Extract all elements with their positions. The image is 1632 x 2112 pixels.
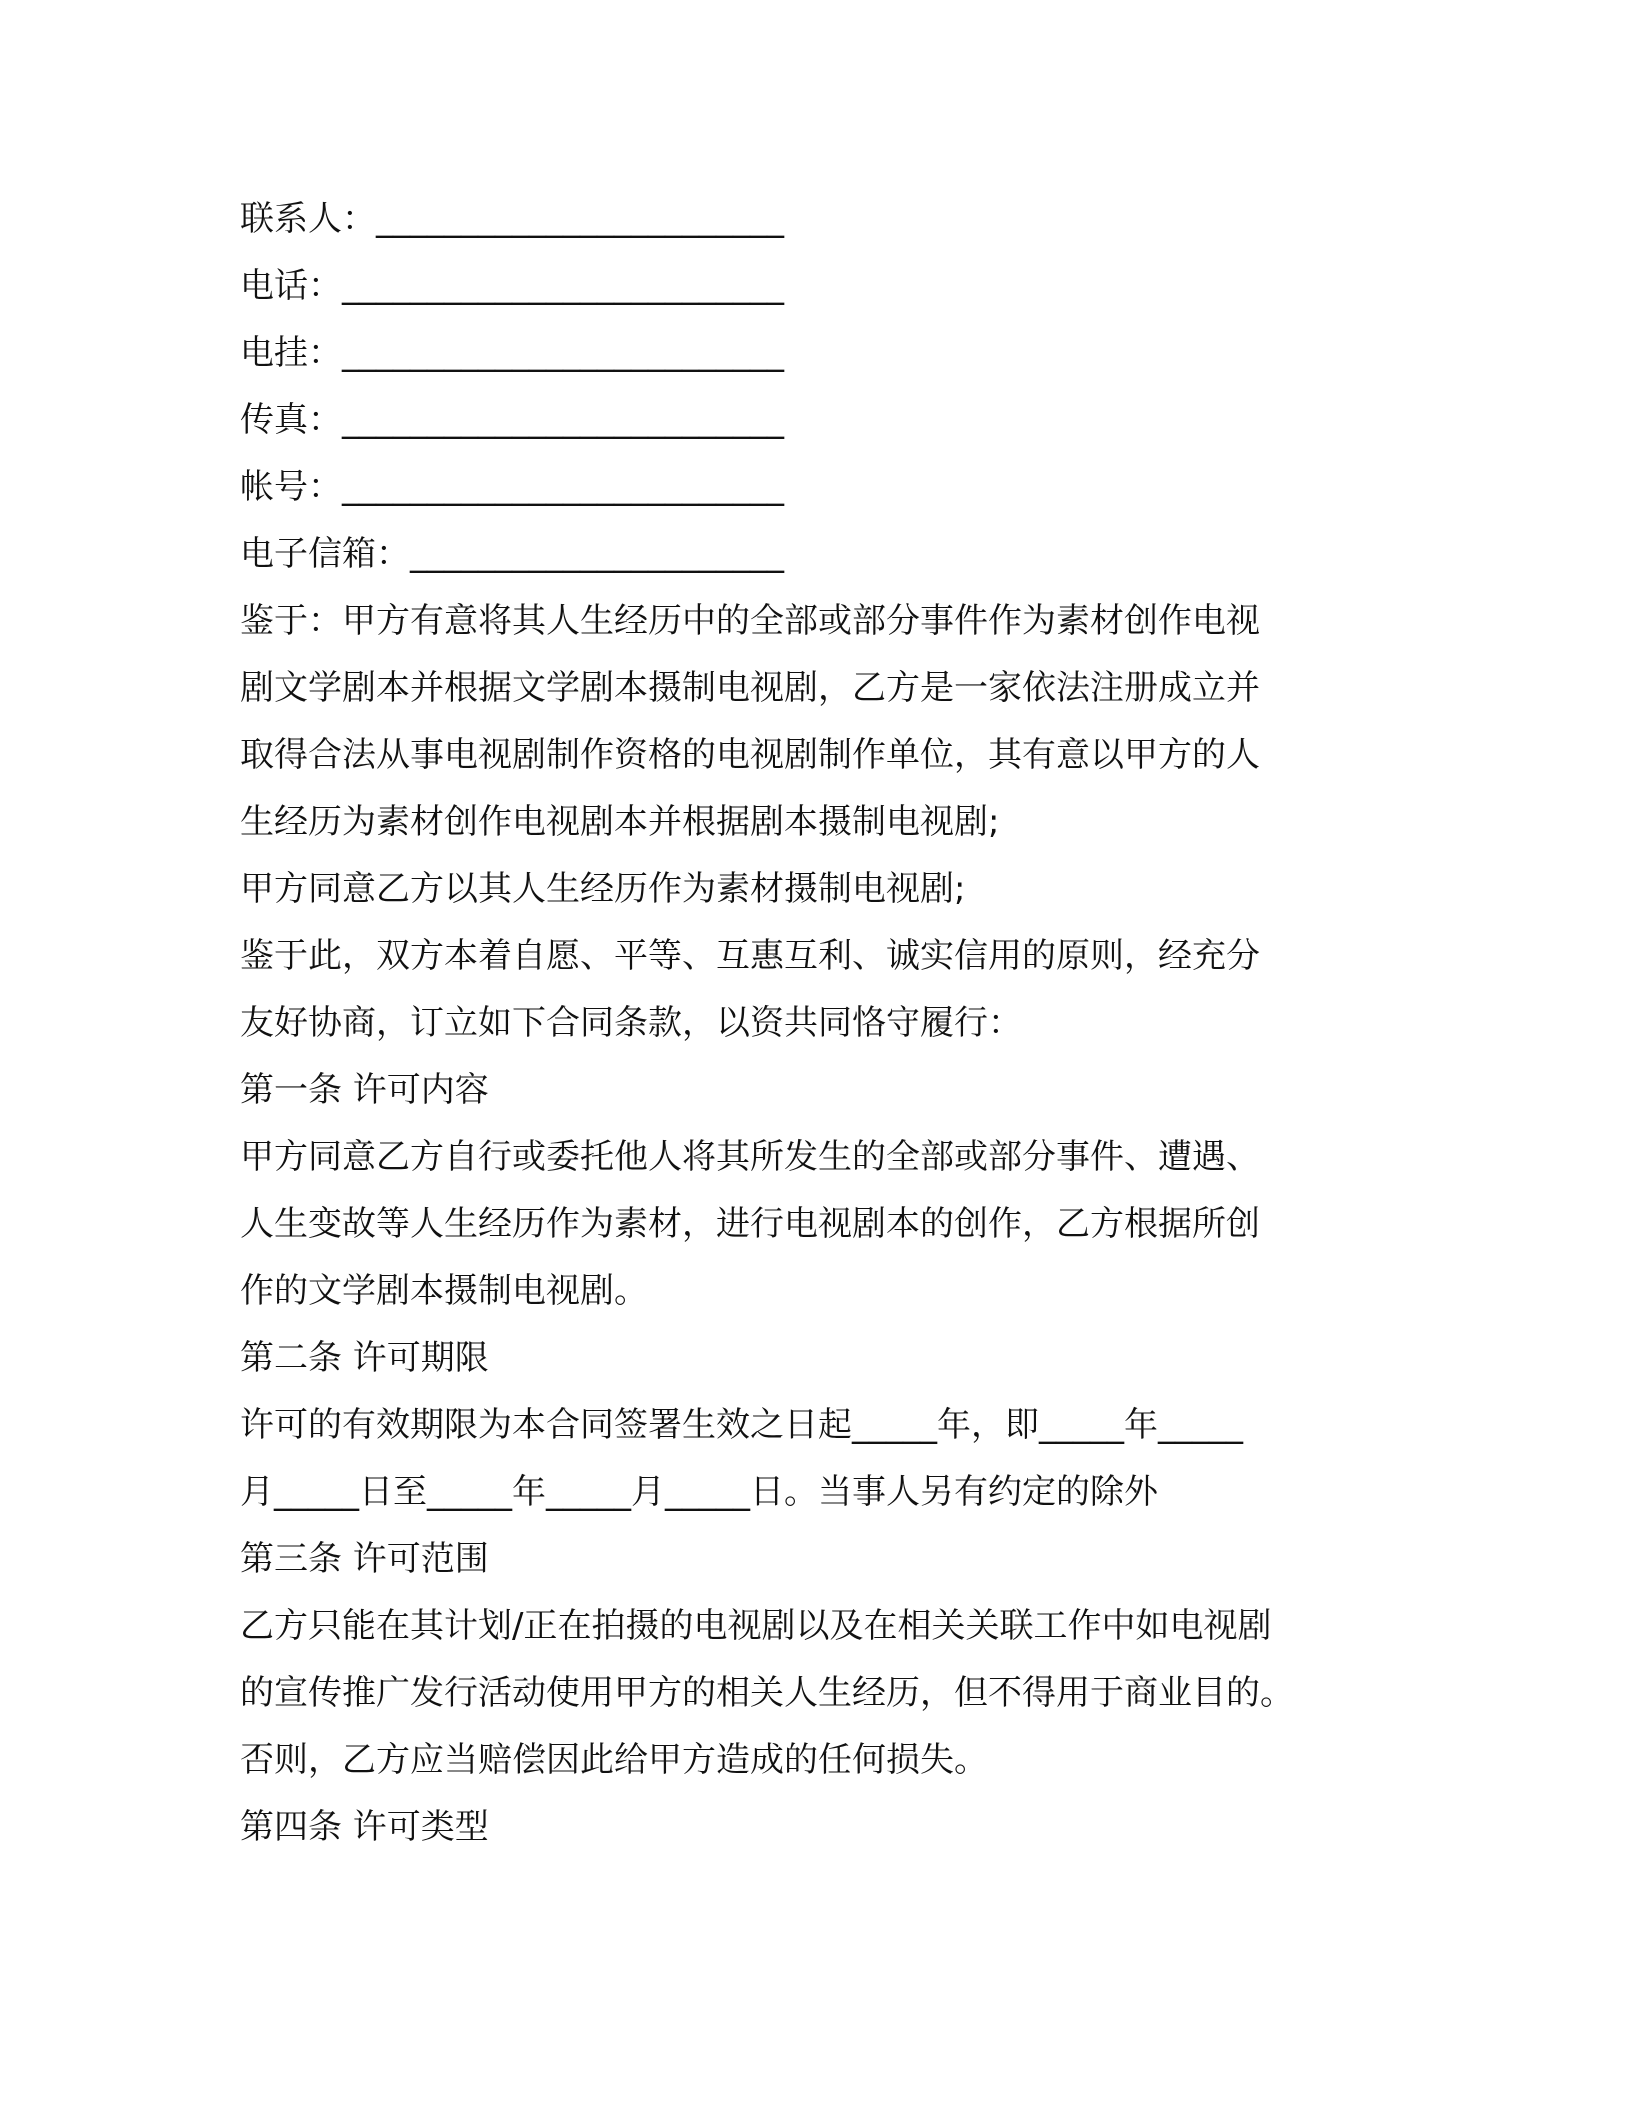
document-page [240, 186, 1400, 1861]
contact-field-fax [240, 387, 1400, 454]
field-label: 传真： [240, 400, 342, 440]
paragraph-line: 月_____日至_____年_____月_____日。当事人另有约定的除外 [240, 1472, 1158, 1512]
article-3 [240, 1526, 1400, 1794]
paragraph-line: 的宣传推广发行活动使用甲方的相关人生经历，但不得用于商业目的。 [240, 1673, 1294, 1713]
contact-field-account [240, 454, 1400, 521]
paragraph-line: 人生变故等人生经历作为素材，进行电视剧本的创作，乙方根据所创 [240, 1204, 1260, 1244]
paragraph-line: 许可的有效期限为本合同签署生效之日起_____年，即_____年_____ [240, 1405, 1243, 1445]
article-4 [240, 1794, 1400, 1861]
recital-whereas-3 [240, 923, 1400, 1057]
field-blank: ________________________ [376, 199, 784, 239]
contact-field-email [240, 521, 1400, 588]
field-blank: ______________________ [410, 534, 784, 574]
field-blank: __________________________ [342, 333, 784, 373]
article-heading: 第三条 许可范围 [240, 1539, 489, 1579]
paragraph-line: 作的文学剧本摄制电视剧。 [240, 1271, 648, 1311]
contact-field-telegraph [240, 320, 1400, 387]
recital-whereas-1 [240, 588, 1400, 856]
article-2 [240, 1325, 1400, 1526]
contact-fields [240, 186, 1400, 588]
field-label: 电话： [240, 266, 342, 306]
contact-field-phone [240, 253, 1400, 320]
paragraph-line: 乙方只能在其计划/正在拍摄的电视剧以及在相关关联工作中如电视剧 [240, 1606, 1272, 1646]
field-label: 电子信箱： [240, 534, 410, 574]
paragraph-line: 生经历为素材创作电视剧本并根据剧本摄制电视剧; [240, 802, 1000, 842]
contact-field-contact-person [240, 186, 1400, 253]
recital-whereas-2: 甲方同意乙方以其人生经历作为素材摄制电视剧; [240, 869, 966, 909]
field-label: 电挂： [240, 333, 342, 373]
field-blank: __________________________ [342, 266, 784, 306]
paragraph-line: 友好协商，订立如下合同条款，以资共同恪守履行： [240, 1003, 1022, 1043]
paragraph-line: 鉴于：甲方有意将其人生经历中的全部或部分事件作为素材创作电视 [240, 601, 1260, 641]
field-blank: __________________________ [342, 467, 784, 507]
field-label: 帐号： [240, 467, 342, 507]
paragraph-line: 甲方同意乙方自行或委托他人将其所发生的全部或部分事件、遭遇、 [240, 1137, 1260, 1177]
article-heading: 第二条 许可期限 [240, 1338, 489, 1378]
article-heading: 第四条 许可类型 [240, 1807, 489, 1847]
field-label: 联系人： [240, 199, 376, 239]
article-heading: 第一条 许可内容 [240, 1070, 489, 1110]
paragraph-line: 否则，乙方应当赔偿因此给甲方造成的任何损失。 [240, 1740, 988, 1780]
field-blank: __________________________ [342, 400, 784, 440]
paragraph-line: 剧文学剧本并根据文学剧本摄制电视剧，乙方是一家依法注册成立并 [240, 668, 1260, 708]
paragraph-line: 鉴于此，双方本着自愿、平等、互惠互利、诚实信用的原则，经充分 [240, 936, 1260, 976]
article-1 [240, 1057, 1400, 1325]
paragraph-line: 取得合法从事电视剧制作资格的电视剧制作单位，其有意以甲方的人 [240, 735, 1260, 775]
